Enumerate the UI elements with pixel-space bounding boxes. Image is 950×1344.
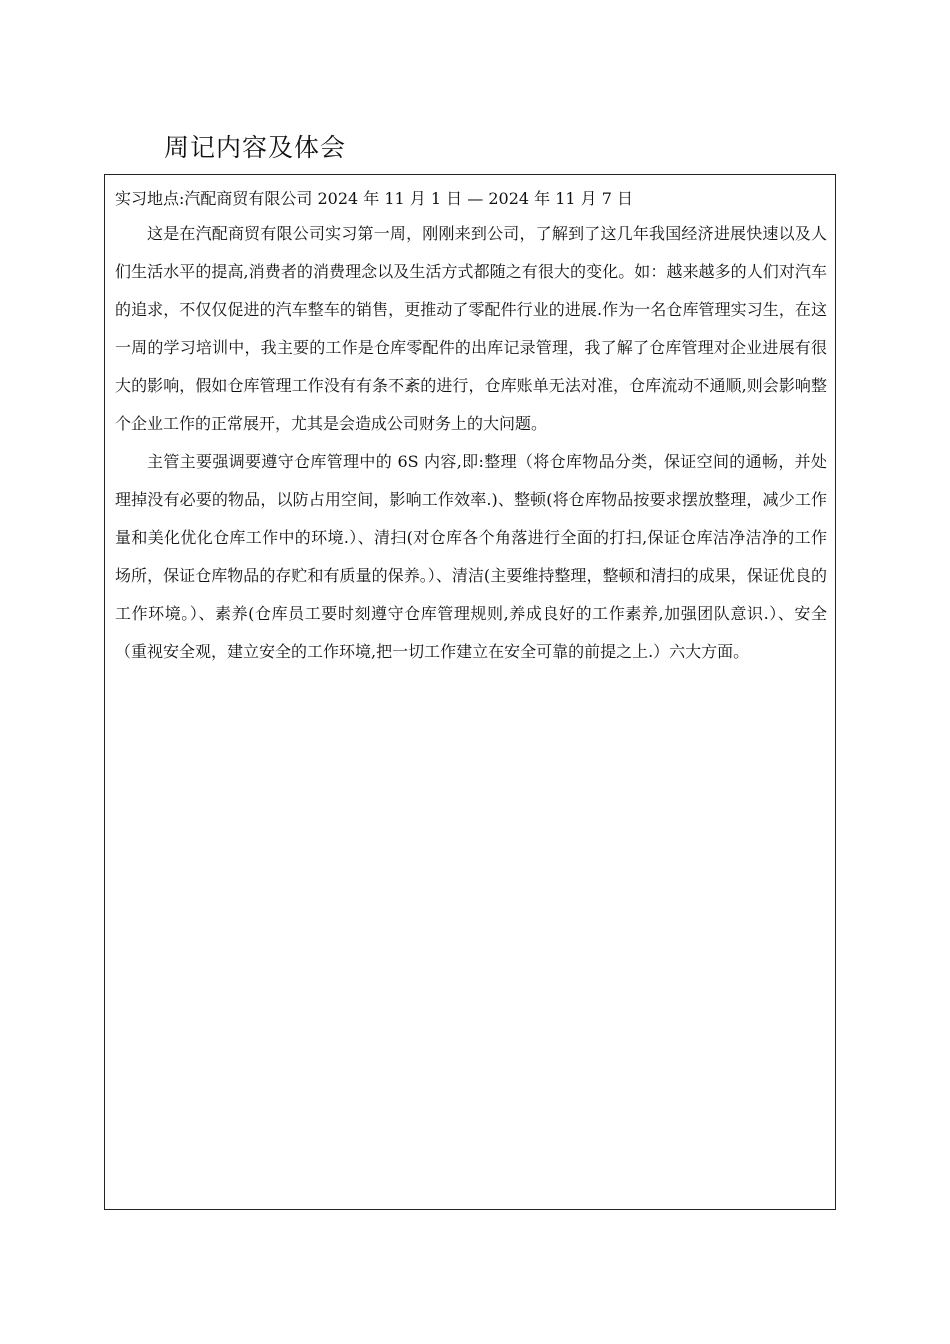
page-title: 周记内容及体会 — [164, 133, 347, 162]
internship-location-date: 实习地点:汽配商贸有限公司 2024 年 11 月 1 日 — 2024 年 11 月 7 日 — [115, 189, 634, 208]
journal-content — [115, 187, 827, 671]
journal-paragraph-2: 主管主要强调要遵守仓库管理中的 6S 内容,即:整理（将仓库物品分类，保证空间的通畅，并处理掉没有必要的物品，以防占用空间，影响工作效率.)、整顿(将仓库物品按要求摆放整理，减少工作量和美化优化仓库工作中的环境.）、清扫(对仓库各个角落进行全面的打扫,保证仓库洁净洁净的工作场所，保证仓库物品的存贮和有质量的保养。）、清洁(主要维持整理，整顿和清扫的成果，保证优良的工作环境。）、素养(仓库员工要时刻遵守仓库管理规则,养成良好的工作素养,加强团队意识.）、安全（重视安全观，建立安全的工作环境,把一切工作建立在安全可靠的前提之上.）六大方面。 — [115, 452, 827, 661]
journal-content-box — [104, 174, 836, 1210]
journal-paragraph-1: 这是在汽配商贸有限公司实习第一周，刚刚来到公司，了解到了这几年我国经济进展快速以及人们生活水平的提高,消费者的消费理念以及生活方式都随之有很大的变化。如：越来越多的人们对汽车的追求，不仅仅促进的汽车整车的销售，更推动了零配件行业的进展.作为一名仓库管理实习生，在这一周的学习培训中，我主要的工作是仓库零配件的出库记录管理，我了解了仓库管理对企业进展有很大的影响，假如仓库管理工作没有有条不紊的进行，仓库账单无法对准，仓库流动不通顺,则会影响整个企业工作的正常展开，尤其是会造成公司财务上的大问题。 — [115, 224, 827, 433]
